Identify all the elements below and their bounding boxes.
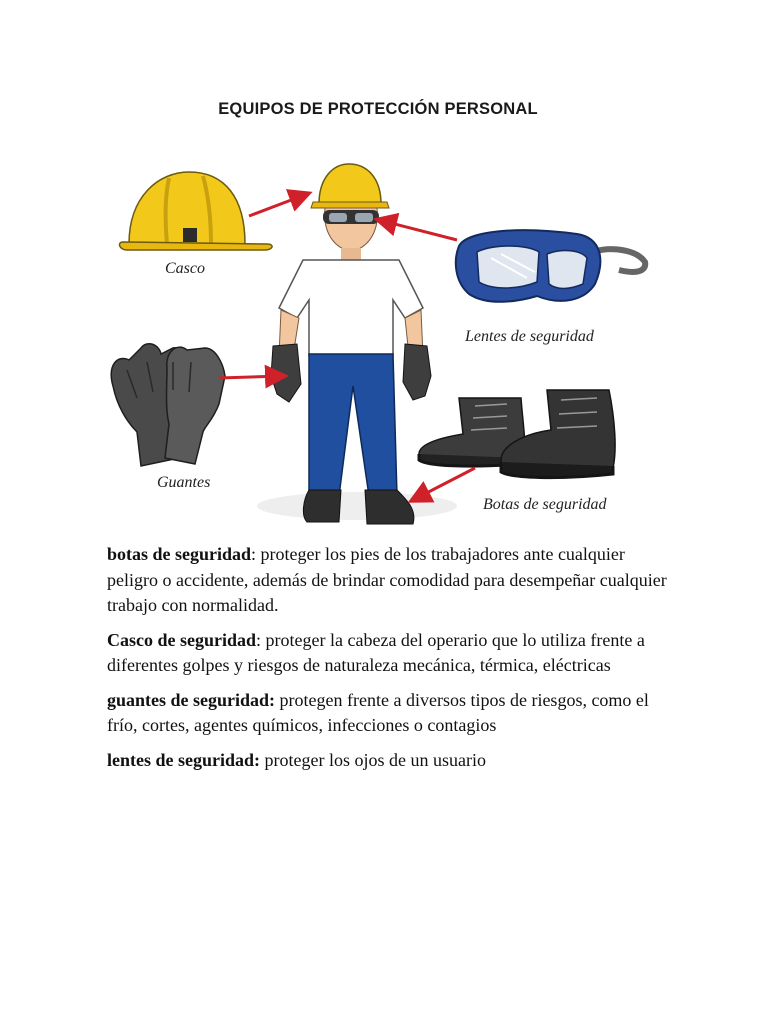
definition-lentes [107,748,667,774]
definition-term: botas de seguridad [107,544,252,564]
definition-separator: : [256,629,266,650]
label-botas: Botas de seguridad [483,496,607,513]
goggles-icon [456,230,645,302]
definition-casco [107,628,667,679]
boots-icon [419,390,615,478]
label-casco: Casco [165,260,205,277]
definition-term: Casco de seguridad [107,629,257,650]
definition-botas [107,542,667,619]
helmet-icon [120,172,273,250]
illustration-title: EQUIPOS DE PROTECCIÓN PERSONAL [218,100,538,118]
definitions-list [107,542,667,782]
definition-term: lentes de seguridad: [107,749,260,770]
definition-text: proteger la cabeza del operario que lo utiliza frente a diferentes golpes y riesgos de naturaleza mecánica, térmica, eléctricas [107,629,645,675]
definition-guantes [107,688,667,739]
gloves-icon [111,344,225,466]
ppe-drawing [107,86,649,534]
worker-figure [257,164,457,524]
definition-text: protegen frente a diversos tipos de riesgos, como el frío, cortes, agentes químicos, infecciones o contagios [107,689,649,735]
definition-text: proteger los ojos de un usuario [264,749,486,770]
definition-separator: : [251,544,261,564]
label-lentes: Lentes de seguridad [465,328,594,345]
label-guantes: Guantes [157,474,211,491]
ppe-illustration [107,86,649,534]
definition-text: proteger los pies de los trabajadores ante cualquier peligro o accidente, además de brindar comodidad para desempeñar cualquier trabajo con normalidad. [107,544,667,615]
definition-term: guantes de seguridad: [107,689,276,710]
